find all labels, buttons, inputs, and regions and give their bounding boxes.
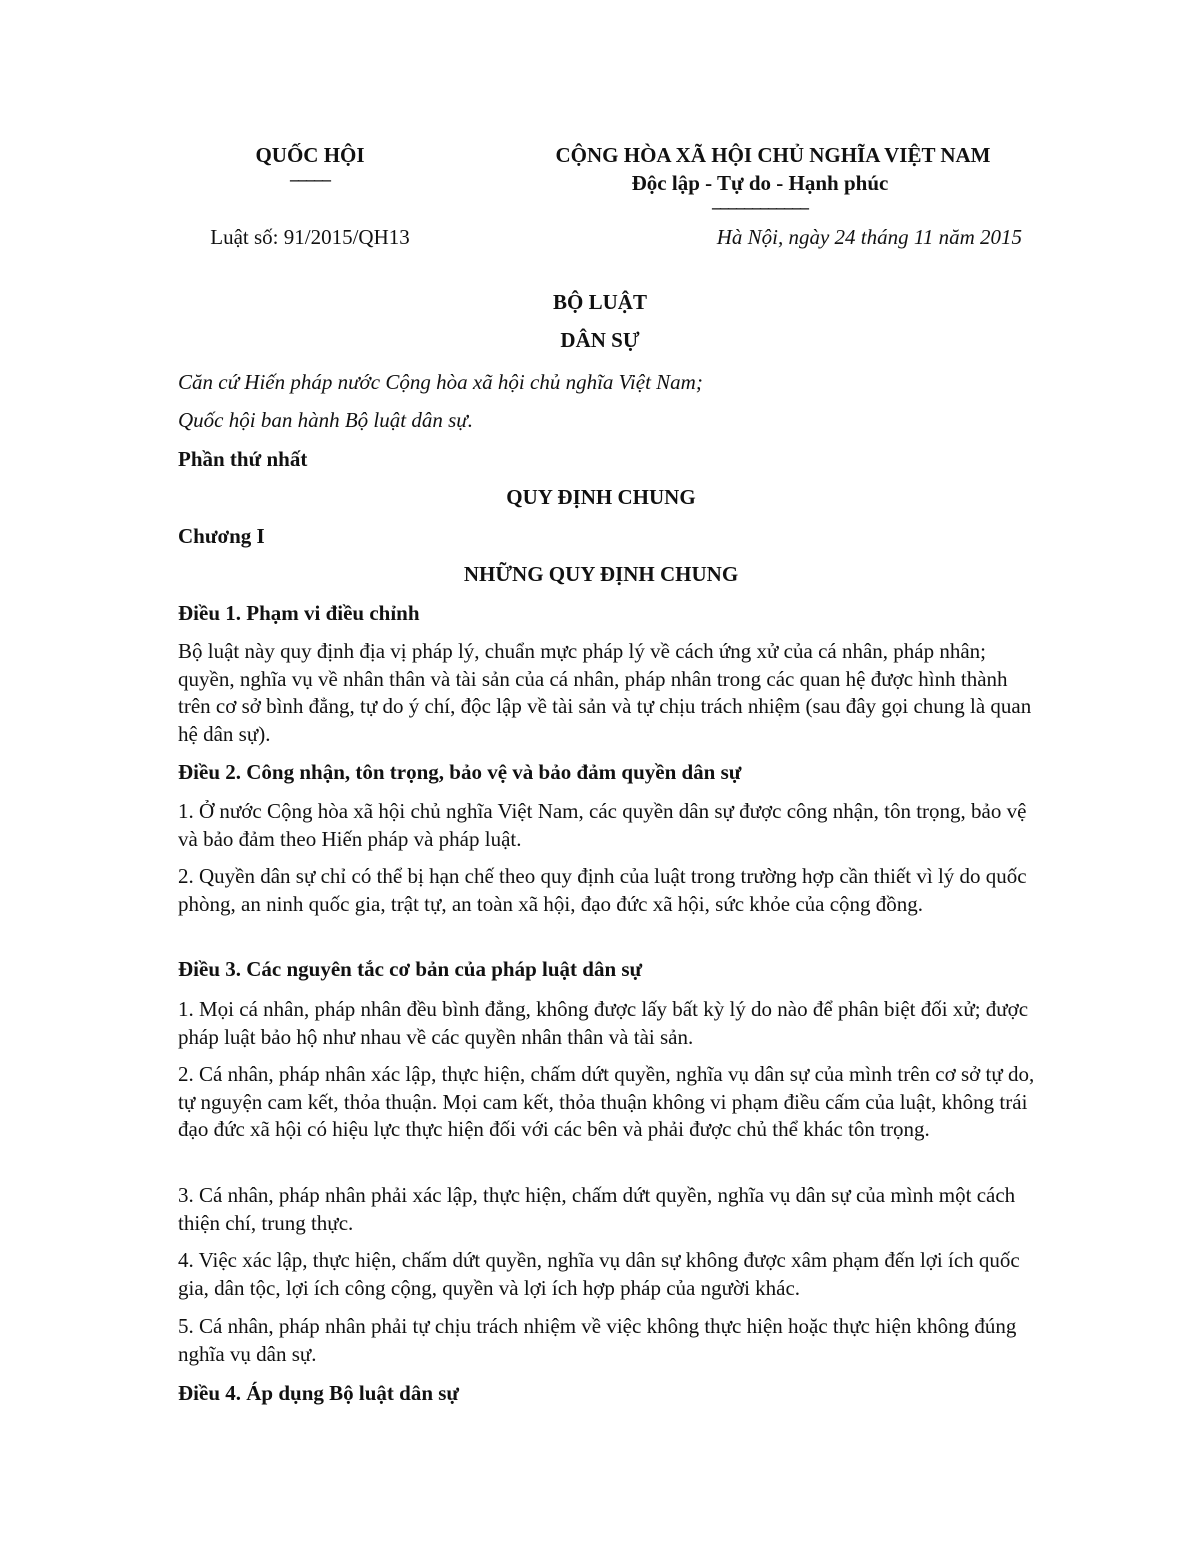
article-2-heading: Điều 2. Công nhận, tôn trọng, bảo vệ và bảo đảm quyền dân sự [178, 760, 742, 784]
issuer-name: QUỐC HỘI [255, 143, 365, 167]
country-name: CỘNG HÒA XÃ HỘI CHỦ NGHĨA VIỆT NAM [555, 143, 991, 167]
document-title-line1: BỘ LUẬT [553, 290, 647, 314]
article-3-clause-3: 3. Cá nhân, pháp nhân phải xác lập, thực hiện, chấm dứt quyền, nghĩa vụ dân sự của mình một cách thiện chí, trung thực. [178, 1183, 1016, 1235]
article-4-heading: Điều 4. Áp dụng Bộ luật dân sự [178, 1381, 460, 1405]
place-date: Hà Nội, ngày 24 tháng 11 năm 2015 [716, 225, 1022, 249]
article-3-clause-1: 1. Mọi cá nhân, pháp nhân đều bình đẳng, không được lấy bất kỳ lý do nào để phân biệt đối xử; được pháp luật bảo hộ như nhau về các quyền nhân thân và tài sản. [178, 997, 1029, 1049]
part-title: QUY ĐỊNH CHUNG [506, 485, 696, 509]
chapter-label: Chương I [178, 524, 265, 548]
preamble-enactment: Quốc hội ban hành Bộ luật dân sự. [178, 408, 473, 432]
article-1-heading: Điều 1. Phạm vi điều chỉnh [178, 601, 420, 625]
law-number: Luật số: 91/2015/QH13 [210, 225, 410, 249]
part-label: Phần thứ nhất [178, 447, 308, 471]
national-motto: Độc lập - Tự do - Hạnh phúc [631, 171, 889, 195]
motto-rule: –––––––––––– [712, 197, 808, 217]
article-1-clause: Bộ luật này quy định địa vị pháp lý, chuẩn mực pháp lý về cách ứng xử của cá nhân, pháp nhân; quyền, nghĩa vụ về nhân thân và tài sản của cá nhân, pháp nhân trong các quan hệ được hình thành trên cơ sở bình đẳng, tự do ý chí, độc lập về tài sản và tự chịu trách nhiệm (sau đây gọi chung là quan hệ dân sự). [178, 639, 1032, 746]
chapter-title: NHỮNG QUY ĐỊNH CHUNG [463, 562, 739, 586]
issuer-rule: ––––– [290, 169, 330, 189]
article-2-clause-1: 1. Ở nước Cộng hòa xã hội chủ nghĩa Việt Nam, các quyền dân sự được công nhận, tôn trọng, bảo vệ và bảo đảm theo Hiến pháp và pháp luật. [178, 799, 1027, 851]
article-3-clause-4: 4. Việc xác lập, thực hiện, chấm dứt quyền, nghĩa vụ dân sự không được xâm phạm đến lợi ích quốc gia, dân tộc, lợi ích công cộng, quyền và lợi ích hợp pháp của người khác. [178, 1248, 1020, 1300]
article-2-clause-2: 2. Quyền dân sự chỉ có thể bị hạn chế theo quy định của luật trong trường hợp cần thiết vì lý do quốc phòng, an ninh quốc gia, trật tự, an toàn xã hội, đạo đức xã hội, sức khỏe của cộng đồng. [178, 864, 1027, 916]
article-3-clause-2: 2. Cá nhân, pháp nhân xác lập, thực hiện, chấm dứt quyền, nghĩa vụ dân sự của mình trên cơ sở tự do, tự nguyện cam kết, thỏa thuận. Mọi cam kết, thỏa thuận không vi phạm điều cấm của luật, không trái đạo đức xã hội có hiệu lực thực hiện đối với các bên và phải được chủ thể khác tôn trọng. [178, 1062, 1035, 1141]
preamble-basis: Căn cứ Hiến pháp nước Cộng hòa xã hội chủ nghĩa Việt Nam; [178, 370, 703, 394]
article-3-heading: Điều 3. Các nguyên tắc cơ bản của pháp luật dân sự [178, 957, 643, 981]
article-3-clause-5: 5. Cá nhân, pháp nhân phải tự chịu trách nhiệm về việc không thực hiện hoặc thực hiện không đúng nghĩa vụ dân sự. [178, 1314, 1017, 1366]
document-title-line2: DÂN SỰ [560, 328, 640, 352]
